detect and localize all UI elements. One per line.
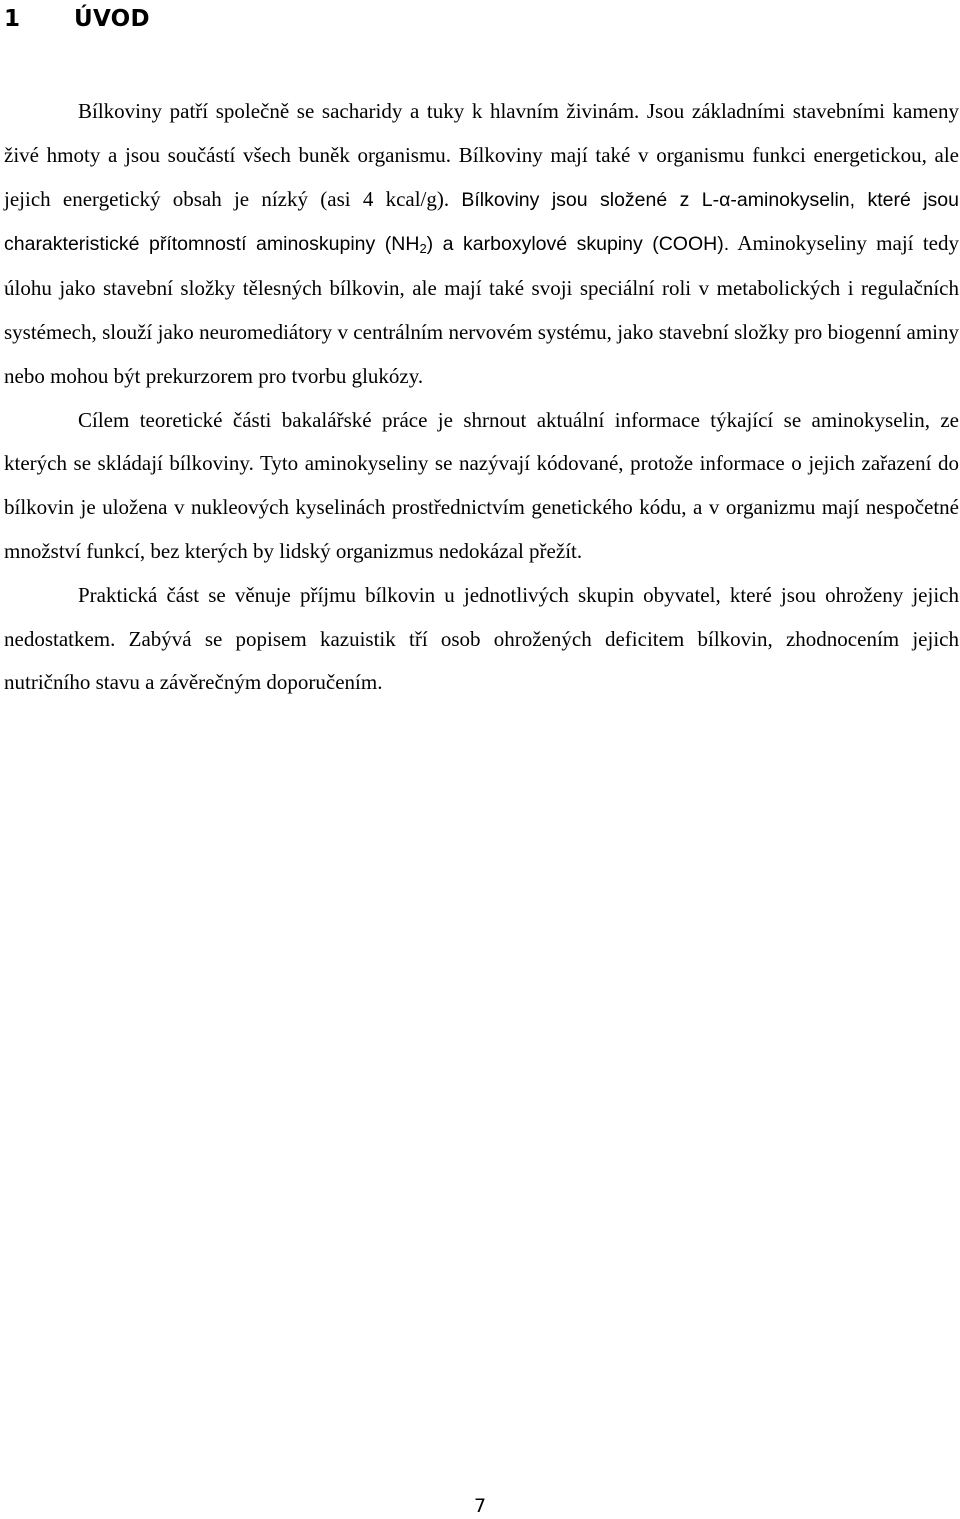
paragraph-practical-part: Praktická část se věnuje příjmu bílkovin u jednotlivých skupin obyvatel, které jsou ohroženy jejich nedostatkem. Zabývá se popisem kazuistik tří osob ohrožených deficitem bílkovin, zhodnocením jejich nutričního stavu a závěrečným doporučením. <box>4 582 959 695</box>
subscript-2: 2 <box>419 241 427 257</box>
aminoacid-definition-text: Bílkoviny jsou složené z L-α-aminokyselin, které jsou charakteristické přítomností aminoskupiny (NH <box>4 188 959 256</box>
chapter-number: 1 <box>4 6 21 32</box>
paragraph-theory-goal: Cílem teoretické části bakalářské práce je shrnout aktuální informace týkající se aminokyselin, ze kterých se skládají bílkoviny. Tyto aminokyseliny se nazývají kódované, protože informace o jejich zařazení do bílkovin je uložena v nukleových kyselinách prostřednictvím genetického kódu, a v organizmu mají nespočetné množství funkcí, bez kterých by lidský organizmus nedokázal přežít. <box>4 407 959 563</box>
body-text <box>4 90 959 705</box>
page-number: 7 <box>473 1495 487 1517</box>
paragraph-intro-sentence-3: Aminokyseliny mají tedy úlohu jako stavební složky tělesných bílkovin, ale mají také svoji speciální roli v metabolických i regulačních systémech, slouží jako neuromediátory v centrálním nervovém systému, jako stavební složky pro biogenní aminy nebo mohou být prekurzorem pro tvorbu glukózy. <box>4 231 959 388</box>
chapter-heading <box>4 2 150 36</box>
aminoacid-definition-text-end: ) a karboxylové skupiny (COOH). <box>426 233 730 256</box>
paragraph-intro-sentence-1: Bílkoviny patří společně se sacharidy a tuky k hlavním živinám. Jsou základními stavebními kameny živé hmoty a jsou součástí všech buněk organismu. Bílkoviny mají také v organismu funkci energetickou, ale jejich energetický obsah je nízký (asi 4 kcal/g). <box>4 99 959 211</box>
paragraph-intro <box>4 90 959 399</box>
chapter-title: ÚVOD <box>74 6 150 32</box>
